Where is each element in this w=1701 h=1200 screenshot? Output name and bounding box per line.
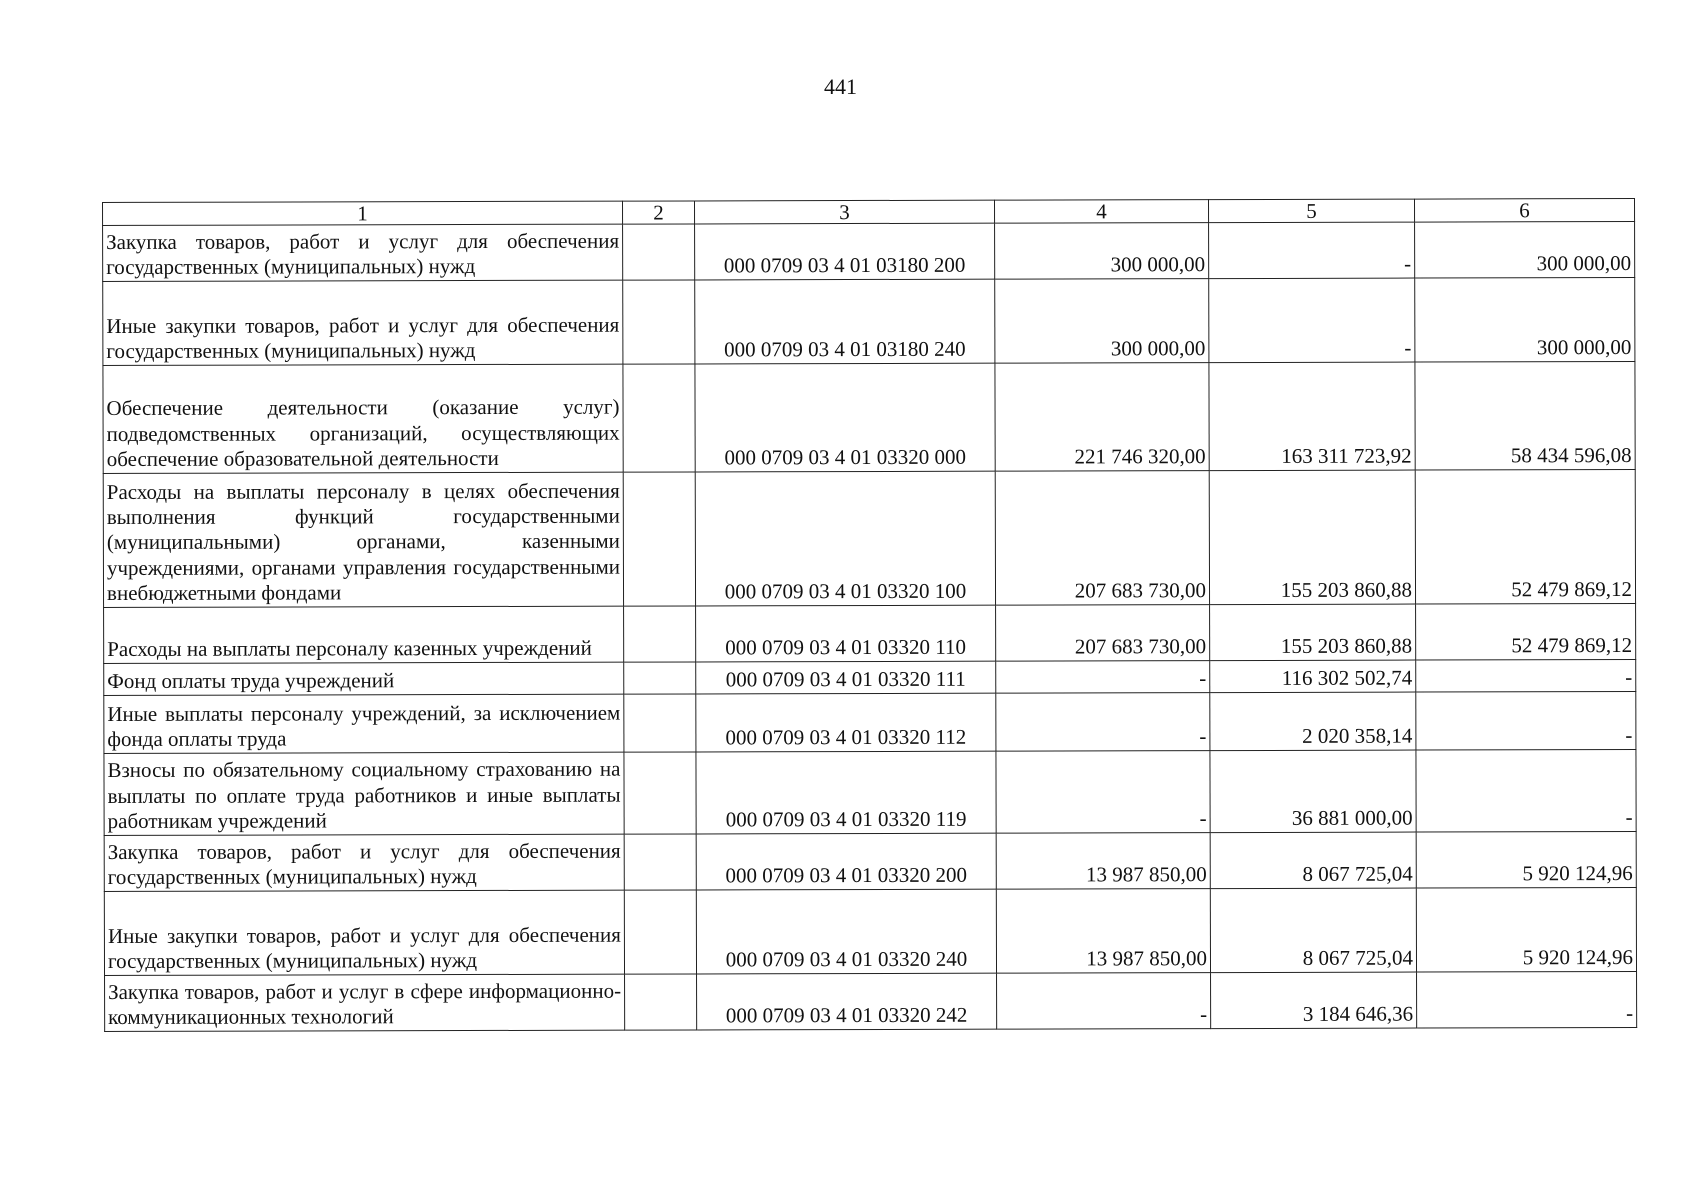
row-executed: 36 881 000,00 bbox=[1210, 750, 1416, 833]
row-col2 bbox=[623, 364, 695, 472]
row-col2 bbox=[624, 662, 696, 694]
row-unexecuted: - bbox=[1416, 659, 1636, 692]
table-row bbox=[103, 361, 1635, 473]
table-row bbox=[103, 221, 1635, 281]
row-code: 000 0709 03 4 01 03320 119 bbox=[696, 751, 996, 834]
row-col2 bbox=[624, 752, 696, 834]
row-unexecuted: 300 000,00 bbox=[1415, 221, 1635, 278]
row-name: Расходы на выплаты персоналу в целях обеспечения выполнения функций государственными (муниципальными) органами, казенными учреждениями, органами управления государственными внебюджетными фондами bbox=[103, 472, 623, 607]
row-unexecuted: 5 920 124,96 bbox=[1416, 887, 1636, 972]
table-row bbox=[104, 887, 1636, 975]
row-col2 bbox=[623, 280, 695, 364]
row-col2 bbox=[624, 606, 696, 662]
table-row bbox=[104, 831, 1636, 891]
row-name: Иные выплаты персоналу учреждений, за исключением фонда оплаты труда bbox=[104, 694, 624, 753]
row-approved: 207 683 730,00 bbox=[995, 471, 1209, 606]
column-number-header: 4 bbox=[994, 200, 1208, 224]
row-code: 000 0709 03 4 01 03320 200 bbox=[696, 833, 996, 890]
row-code: 000 0709 03 4 01 03320 112 bbox=[696, 693, 996, 752]
row-name: Фонд оплаты труда учреждений bbox=[104, 662, 624, 695]
budget-table bbox=[102, 198, 1637, 1032]
table-row bbox=[103, 277, 1635, 365]
row-col2 bbox=[625, 974, 697, 1030]
row-col2 bbox=[624, 834, 696, 890]
row-approved: 207 683 730,00 bbox=[996, 605, 1210, 662]
row-approved: - bbox=[997, 973, 1211, 1030]
row-approved: - bbox=[996, 693, 1210, 752]
page-number: 441 bbox=[824, 74, 857, 99]
row-code: 000 0709 03 4 01 03320 000 bbox=[695, 363, 995, 472]
row-approved: 300 000,00 bbox=[995, 223, 1209, 280]
row-executed: - bbox=[1209, 222, 1415, 279]
row-unexecuted: - bbox=[1417, 971, 1637, 1028]
row-name: Закупка товаров, работ и услуг для обеспечения государственных (муниципальных) нужд bbox=[104, 834, 624, 891]
row-name: Расходы на выплаты персоналу казенных учреждений bbox=[104, 606, 624, 663]
row-approved: - bbox=[996, 751, 1210, 834]
column-number-header: 6 bbox=[1414, 198, 1634, 222]
table-row bbox=[104, 603, 1636, 663]
column-number-header: 2 bbox=[622, 201, 694, 224]
row-code: 000 0709 03 4 01 03320 240 bbox=[696, 889, 996, 974]
row-unexecuted: 52 479 869,12 bbox=[1415, 469, 1635, 604]
budget-table-body bbox=[103, 198, 1637, 1031]
row-name: Закупка товаров, работ и услуг в сфере информационно-коммуникационных технологий bbox=[105, 974, 625, 1031]
row-executed: 8 067 725,04 bbox=[1210, 832, 1416, 889]
row-code: 000 0709 03 4 01 03180 200 bbox=[695, 223, 995, 280]
row-unexecuted: - bbox=[1416, 691, 1636, 750]
row-approved: 13 987 850,00 bbox=[996, 833, 1210, 890]
row-executed: 8 067 725,04 bbox=[1210, 888, 1416, 973]
row-executed: 116 302 502,74 bbox=[1210, 660, 1416, 693]
row-col2 bbox=[624, 694, 696, 752]
row-unexecuted: 300 000,00 bbox=[1415, 277, 1635, 362]
table-row bbox=[103, 469, 1635, 607]
column-number-header: 5 bbox=[1208, 199, 1414, 223]
row-approved: 300 000,00 bbox=[995, 279, 1209, 364]
row-code: 000 0709 03 4 01 03320 111 bbox=[696, 661, 996, 694]
row-code: 000 0709 03 4 01 03320 242 bbox=[697, 973, 997, 1030]
row-col2 bbox=[623, 472, 695, 606]
row-name: Взносы по обязательному социальному страхованию на выплаты по оплате труда работников и иные выплаты работникам учреждений bbox=[104, 752, 624, 835]
row-unexecuted: 52 479 869,12 bbox=[1416, 603, 1636, 660]
row-approved: - bbox=[996, 661, 1210, 694]
table-row bbox=[104, 659, 1636, 695]
row-name: Закупка товаров, работ и услуг для обеспечения государственных (муниципальных) нужд bbox=[103, 224, 623, 281]
row-approved: 221 746 320,00 bbox=[995, 363, 1209, 472]
row-col2 bbox=[623, 224, 695, 280]
row-unexecuted: 58 434 596,08 bbox=[1415, 361, 1635, 470]
row-executed: 163 311 723,92 bbox=[1209, 362, 1415, 471]
column-number-header: 1 bbox=[103, 201, 623, 225]
row-executed: - bbox=[1209, 278, 1415, 363]
row-unexecuted: 5 920 124,96 bbox=[1416, 831, 1636, 888]
row-code: 000 0709 03 4 01 03320 110 bbox=[696, 605, 996, 662]
row-name: Иные закупки товаров, работ и услуг для обеспечения государственных (муниципальных) нужд bbox=[104, 890, 624, 975]
table-row bbox=[104, 749, 1636, 835]
row-code: 000 0709 03 4 01 03320 100 bbox=[695, 471, 995, 606]
row-approved: 13 987 850,00 bbox=[996, 889, 1210, 974]
row-executed: 155 203 860,88 bbox=[1210, 604, 1416, 661]
row-executed: 155 203 860,88 bbox=[1209, 470, 1415, 605]
table-row bbox=[105, 971, 1637, 1031]
column-number-header: 3 bbox=[694, 200, 994, 224]
row-code: 000 0709 03 4 01 03180 240 bbox=[695, 279, 995, 364]
row-unexecuted: - bbox=[1416, 749, 1636, 832]
row-col2 bbox=[624, 890, 696, 974]
row-executed: 2 020 358,14 bbox=[1210, 692, 1416, 751]
table-row bbox=[104, 691, 1636, 753]
row-name: Обеспечение деятельности (оказание услуг) подведомственных организаций, осуществляющих обеспечение образовательной деятельности bbox=[103, 364, 623, 473]
row-executed: 3 184 646,36 bbox=[1211, 972, 1417, 1029]
row-name: Иные закупки товаров, работ и услуг для обеспечения государственных (муниципальных) нужд bbox=[103, 280, 623, 365]
